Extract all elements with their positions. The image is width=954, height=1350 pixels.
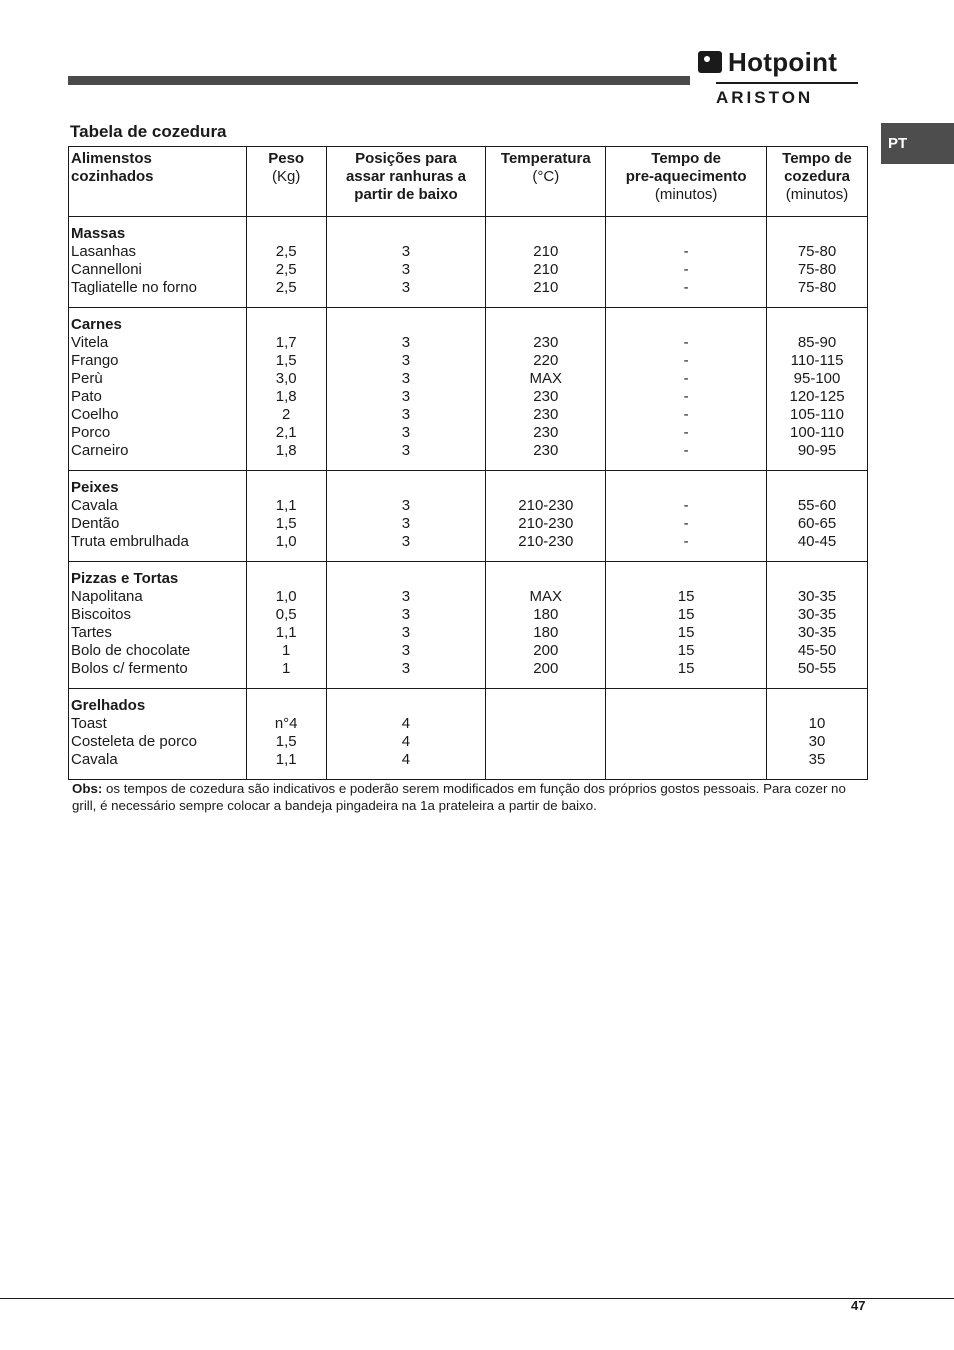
cell-value: 50-55 — [797, 660, 837, 677]
table-row-group — [69, 689, 868, 780]
cell-value: 1,0 — [275, 588, 297, 605]
cell-cooking-time — [767, 471, 868, 562]
cell-value: 3 — [401, 497, 411, 514]
cell-value: - — [683, 497, 689, 514]
cell-value: 210-230 — [518, 497, 574, 514]
cell-value — [606, 733, 766, 751]
cell-value — [486, 715, 605, 733]
cell-value: Lasanhas — [71, 243, 137, 260]
cell-value: 30-35 — [797, 624, 837, 641]
cell-value: 230 — [533, 334, 559, 351]
cell-value: Tagliatelle no forno — [71, 279, 197, 296]
page-title: Tabela de cozedura — [70, 122, 227, 141]
column-header-weight: Peso (Kg) — [246, 147, 326, 217]
cell-value: 4 — [401, 733, 411, 750]
cell-value: 2,5 — [275, 243, 297, 260]
cell-value: Coelho — [71, 406, 119, 423]
cell-value: Cavala — [71, 497, 118, 514]
column-header-preheat: Tempo de pre-aquecimento (minutos) — [606, 147, 767, 217]
cell-preheat — [606, 217, 767, 308]
cell-value: 75-80 — [797, 261, 837, 278]
cell-cooking-time — [767, 562, 868, 689]
cell-value: Bolo de chocolate — [71, 642, 191, 659]
cell-value: 230 — [533, 424, 559, 441]
cell-weight — [246, 471, 326, 562]
cell-value: 3 — [401, 588, 411, 605]
cell-value: 15 — [677, 660, 695, 677]
page-number: 47 — [851, 1298, 866, 1313]
cell-value: - — [683, 261, 689, 278]
cell-value — [486, 733, 605, 751]
cell-value: 3 — [401, 642, 411, 659]
cell-cooking-time — [767, 689, 868, 780]
cell-value: 15 — [677, 588, 695, 605]
cell-value: 1,5 — [275, 733, 297, 750]
cell-value: 3 — [401, 442, 411, 459]
group-name: Massas — [71, 225, 126, 242]
cell-temperature — [486, 308, 606, 471]
cell-value: 2,5 — [275, 261, 297, 278]
brand-logo — [698, 48, 862, 110]
cell-position — [326, 471, 486, 562]
cell-value: - — [683, 424, 689, 441]
table-row-group — [69, 308, 868, 471]
cell-value: Biscoitos — [71, 606, 132, 623]
cell-weight — [246, 689, 326, 780]
cell-value: 3 — [401, 261, 411, 278]
cell-value: MAX — [529, 588, 563, 605]
cell-value: - — [683, 279, 689, 296]
cell-food — [69, 562, 247, 689]
cell-preheat — [606, 471, 767, 562]
cell-value: 1,5 — [275, 352, 297, 369]
cell-value: 3 — [401, 406, 411, 423]
cell-value: 3 — [401, 243, 411, 260]
cell-value: - — [683, 388, 689, 405]
cell-value: 1,1 — [275, 497, 297, 514]
cell-value: Pato — [71, 388, 102, 405]
cell-value: 4 — [401, 715, 411, 732]
cell-value: Toast — [71, 715, 107, 732]
cell-value: MAX — [529, 370, 563, 387]
cell-value — [486, 751, 605, 769]
cell-value: n°4 — [274, 715, 298, 732]
cell-value: 1 — [282, 642, 291, 659]
cell-value: 30-35 — [797, 606, 837, 623]
cell-value: 3 — [401, 660, 411, 677]
cell-value: 110-115 — [790, 352, 844, 369]
cell-value: Truta embrulhada — [71, 533, 189, 550]
cell-value: Porco — [71, 424, 111, 441]
cell-value: 100-110 — [790, 424, 844, 441]
cell-value: 2 — [282, 406, 291, 423]
cell-value: Costeleta de porco — [71, 733, 197, 750]
cell-value: Vitela — [71, 334, 109, 351]
cell-value: 95-100 — [793, 370, 841, 387]
cell-value: 15 — [677, 606, 695, 623]
cell-value: 1,5 — [275, 515, 297, 532]
cell-value: 1,1 — [275, 751, 297, 768]
group-name: Carnes — [71, 316, 122, 333]
cell-value: 220 — [533, 352, 559, 369]
cell-temperature — [486, 471, 606, 562]
cell-value: 105-110 — [790, 406, 844, 423]
cell-value: 230 — [533, 388, 559, 405]
footer-divider — [0, 1298, 954, 1299]
cooking-table — [68, 146, 868, 780]
cell-value — [606, 751, 766, 769]
cell-value: 210-230 — [518, 515, 574, 532]
cell-value: 3 — [401, 279, 411, 296]
cell-value: 3 — [401, 334, 411, 351]
cell-value: - — [683, 370, 689, 387]
cell-value: 3 — [401, 533, 411, 550]
cell-value: 210 — [533, 261, 559, 278]
cell-position — [326, 689, 486, 780]
cell-value: 210 — [533, 279, 559, 296]
cell-value: 35 — [808, 751, 826, 768]
cell-food — [69, 308, 247, 471]
cell-value: 2,1 — [275, 424, 297, 441]
cell-value: 1,1 — [275, 624, 297, 641]
cell-value: Cannelloni — [71, 261, 142, 278]
cell-preheat — [606, 562, 767, 689]
brand-subname: ARISTON — [716, 88, 814, 107]
cell-value: 30 — [808, 733, 826, 750]
cell-value: - — [683, 406, 689, 423]
cell-position — [326, 217, 486, 308]
cell-value: - — [683, 533, 689, 550]
cell-value: 180 — [533, 606, 559, 623]
column-header-cooking-time: Tempo de cozedura (minutos) — [767, 147, 868, 217]
cell-value: 60-65 — [797, 515, 837, 532]
cell-value: 200 — [533, 660, 559, 677]
cell-value: 30-35 — [797, 588, 837, 605]
cell-food — [69, 689, 247, 780]
cell-value: 1 — [282, 660, 291, 677]
table-row-group — [69, 217, 868, 308]
group-name: Peixes — [71, 479, 119, 496]
cell-value: - — [683, 334, 689, 351]
language-tab: PT — [881, 123, 954, 164]
table-row-group — [69, 471, 868, 562]
cell-value: 90-95 — [797, 442, 837, 459]
cell-preheat — [606, 689, 767, 780]
cell-value: 3 — [401, 388, 411, 405]
cell-value: - — [683, 352, 689, 369]
cell-value: 55-60 — [797, 497, 837, 514]
cell-value: 75-80 — [797, 279, 837, 296]
cell-value: 4 — [401, 751, 411, 768]
cell-position — [326, 562, 486, 689]
table-header — [69, 147, 868, 217]
cell-value: 200 — [533, 642, 559, 659]
cell-preheat — [606, 308, 767, 471]
cell-value: 210-230 — [518, 533, 574, 550]
logo-divider — [716, 82, 858, 84]
cell-value: 3,0 — [275, 370, 297, 387]
observation-note — [72, 780, 872, 814]
column-header-temperature: Temperatura (°C) — [486, 147, 606, 217]
cell-value: 180 — [533, 624, 559, 641]
cell-value: 3 — [401, 352, 411, 369]
cell-value: Perù — [71, 370, 103, 387]
cell-value: 230 — [533, 406, 559, 423]
cell-value: 15 — [677, 642, 695, 659]
cell-value: 1,0 — [275, 533, 297, 550]
cell-value: 210 — [533, 243, 559, 260]
cell-cooking-time — [767, 217, 868, 308]
cell-value: 230 — [533, 442, 559, 459]
cell-value: 3 — [401, 370, 411, 387]
cell-value: 1,8 — [275, 388, 297, 405]
cell-weight — [246, 562, 326, 689]
cell-value: 15 — [677, 624, 695, 641]
header-bar — [68, 76, 690, 85]
cell-value: 3 — [401, 515, 411, 532]
hotpoint-logo-icon — [698, 51, 722, 73]
cell-value: - — [683, 243, 689, 260]
column-header-position: Posições para assar ranhuras a partir de baixo — [326, 147, 486, 217]
cell-cooking-time — [767, 308, 868, 471]
cell-position — [326, 308, 486, 471]
cell-value: 0,5 — [275, 606, 297, 623]
observation-text: os tempos de cozedura são indicativos e poderão serem modificados em função dos próprios gostos pessoais. Para cozer no grill, é necessário sempre colocar a bandeja pingadeira na 1a prateleira a partir de baixo. — [72, 781, 846, 813]
cell-value: 2,5 — [275, 279, 297, 296]
cell-value: Dentão — [71, 515, 120, 532]
cell-value: 3 — [401, 624, 411, 641]
table-row-group — [69, 562, 868, 689]
brand-name: Hotpoint — [728, 47, 838, 77]
cell-temperature — [486, 562, 606, 689]
cell-weight — [246, 217, 326, 308]
column-header-food: Alimenstos cozinhados — [69, 147, 247, 217]
cell-temperature — [486, 217, 606, 308]
cell-value: 40-45 — [797, 533, 837, 550]
cell-value: 1,7 — [275, 334, 297, 351]
table-body — [69, 217, 868, 780]
cell-value: Frango — [71, 352, 119, 369]
cell-value: 85-90 — [797, 334, 837, 351]
cell-value: Bolos c/ fermento — [71, 660, 188, 677]
cell-value: 120-125 — [789, 388, 845, 405]
group-name: Pizzas e Tortas — [71, 570, 179, 587]
cell-value: - — [683, 442, 689, 459]
cell-value: 3 — [401, 606, 411, 623]
cell-temperature — [486, 689, 606, 780]
cell-food — [69, 217, 247, 308]
cell-value: 75-80 — [797, 243, 837, 260]
cell-food — [69, 471, 247, 562]
group-name: Grelhados — [71, 697, 146, 714]
cell-value: Napolitana — [71, 588, 143, 605]
cell-value: Cavala — [71, 751, 118, 768]
cell-value: Tartes — [71, 624, 112, 641]
cell-value: Carneiro — [71, 442, 129, 459]
cell-value: 1,8 — [275, 442, 297, 459]
cell-value: 45-50 — [797, 642, 837, 659]
cell-weight — [246, 308, 326, 471]
cell-value — [606, 715, 766, 733]
cell-value: 10 — [808, 715, 826, 732]
observation-label: Obs: — [72, 781, 103, 796]
cell-value: 3 — [401, 424, 411, 441]
cell-value: - — [683, 515, 689, 532]
